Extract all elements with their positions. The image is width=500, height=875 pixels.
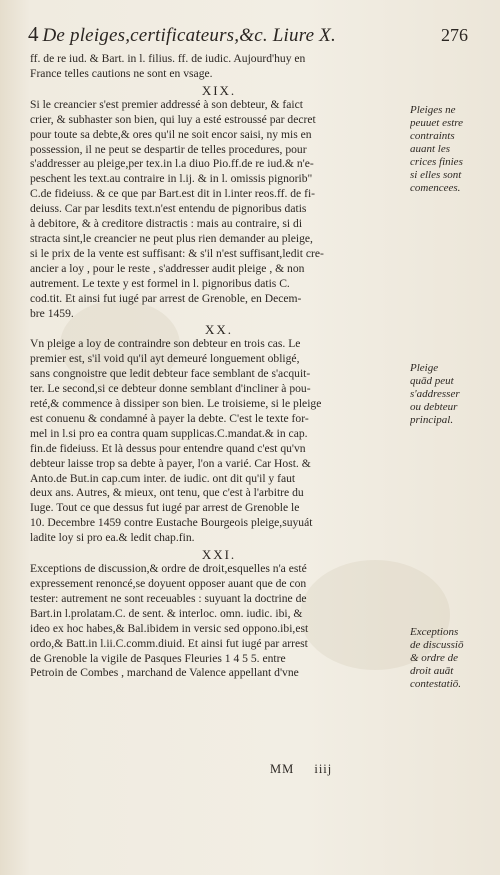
text-line: à debitore, & à creditore distractis : mais au contraire, si di — [30, 217, 303, 231]
marginal-line: Pleiges ne — [410, 104, 456, 116]
text-line: pour toute sa debte,& ores qu'il ne soit encor saisi, ny mis en — [30, 127, 312, 141]
text-line: Exceptions de discussion,& ordre de droit,esquelles n'a esté — [30, 562, 307, 576]
page-number: 4 — [28, 22, 39, 46]
text-line: s'addresser au pleige,per tex.in l.a diuo Pio.ff.de re iud.& n'e- — [30, 157, 314, 171]
signature-number: iiij — [314, 762, 333, 776]
section-paragraph-xx — [30, 337, 408, 546]
marginal-line: contraints — [410, 130, 455, 142]
text-line: est conuenu & condamné à payer la debte. C'est le texte for- — [30, 411, 309, 425]
text-line: C.de fideiuss. & ce que par Bart.est dit in l.inter reos.ff. de fi- — [30, 187, 316, 201]
text-line: Si le creancier s'est premier addressé à son debteur, & faict — [30, 97, 303, 111]
text-line: crier, & subhaster son bien, qui luy a esté estroussé par decret — [30, 112, 316, 126]
marginal-line: droit auāt — [410, 665, 454, 677]
marginal-note-pleiges — [410, 104, 496, 195]
text-line: tester: autrement ne sont receuables : suyuant la doctrine de — [30, 591, 307, 605]
text-line: ancier a loy , pour le reste , s'addresser audit pleige , & non — [30, 261, 305, 275]
text-line: Anto.de But.in cap.cum inter. de iudic. ont dit qu'il y faut — [30, 471, 296, 485]
text-line: fin.de fideiuss. Et là dessus pour entendre quand c'est qu'vn — [30, 441, 306, 455]
running-title: De pleiges,certificateurs,&c. Liure X. — [42, 25, 336, 46]
marginal-note-exceptions — [410, 626, 496, 691]
section-heading-xx: XX. — [204, 322, 234, 338]
text-line: ideo ex hoc habes,& Bal.ibidem in versic sed oppono.ibi,est — [30, 621, 309, 635]
text-line: Bart.in l.prolatam.C. de sent. & interloc. omn. iudic. ibi, & — [30, 606, 303, 620]
text-line: ter. Le second,si ce debteur donne semblant d'incliner à pou- — [30, 382, 311, 396]
page-footer — [270, 762, 348, 777]
text-line: cod.tit. Et ainsi fut iugé par arrest de Grenoble, en Decem- — [30, 291, 302, 305]
text-line: peschent les text.au contraire in l.ij. & in l. omissis pignorib" — [30, 172, 313, 186]
signature-mark: MM — [270, 762, 295, 776]
marginal-line: contestatiō. — [410, 678, 462, 690]
section-paragraph-xxi — [30, 562, 408, 681]
text-line: sans congnoistre que ledit debteur face semblant de s'acquit- — [30, 367, 311, 381]
text-line: ordo,& Batt.in l.ii.C.comm.diuid. Et ainsi fut iugé par arrest — [30, 636, 308, 650]
marginal-line: s'addresser — [410, 388, 460, 400]
text-line: Iuge. Tout ce que dessus fut iugé par arrest de Grenoble le — [30, 501, 300, 515]
section-heading-xix: XIX. — [201, 82, 237, 98]
section-paragraph-xix — [30, 98, 408, 322]
text-line: ff. de re iud. & Bart. in l. filius. ff. de iudic. Aujourd'huy en — [30, 52, 306, 65]
marginal-line: de discussiō — [410, 639, 464, 651]
text-line: de Grenoble la vigile de Pasques Fleuries 1 4 5 5. entre — [30, 651, 286, 665]
text-line: bre 1459. — [30, 306, 74, 320]
text-line: France telles cautions ne sont en vsage. — [30, 66, 213, 80]
marginal-line: Exceptions — [410, 626, 459, 638]
section-heading-xxi: XXI. — [201, 547, 237, 563]
text-line: autrement. Le texte y est formel in l. pignoribus datis C. — [30, 276, 290, 290]
marginal-line: Pleige — [410, 362, 439, 374]
marginal-line: si elles sont — [410, 169, 462, 181]
text-line: debteur laisse trop sa debte à payer, l'on a varié. Car Host. & — [30, 456, 311, 470]
marginal-line: auant les — [410, 143, 451, 155]
marginal-line: quād peut — [410, 375, 454, 387]
folio-number: 276 — [441, 25, 468, 45]
text-line: reté,& commence à dissiper son bien. Le troisieme, si le pleige — [30, 397, 322, 411]
text-line: 10. Decembre 1459 contre Eustache Bourgeois pleige,suyuát — [30, 516, 313, 530]
text-line: possession, il ne peut se despartir de telles procedures, pour — [30, 142, 307, 156]
text-line: mel in l.si pro ea contra quam supplicas.C.mandat.& in cap. — [30, 426, 308, 440]
text-line: ladite loy si pro ea.& ledit chap.fin. — [30, 531, 195, 545]
marginal-line: comencees. — [410, 182, 461, 194]
text-line: si le prix de la vente est suffisant: & s'il n'est suffisant,ledit cre- — [30, 246, 324, 260]
text-line: Vn pleige a loy de contraindre son debteur en trois cas. Le — [30, 337, 301, 351]
marginal-line: principal. — [410, 414, 454, 426]
running-header — [28, 22, 468, 47]
main-text — [30, 52, 408, 681]
marginal-note-pleige-debteur — [410, 362, 496, 427]
text-line: expressement renoncé,se doyuent opposer auant que de con — [30, 577, 307, 590]
text-line: deiuss. Car par lesdits text.n'est entendu de pignoribus datis — [30, 202, 307, 216]
text-line: premier est, s'il void qu'il ayt demeuré longuement obligé, — [30, 352, 300, 366]
text-line: Petroin de Combes , marchand de Valence appellant d'vne — [30, 666, 299, 680]
text-line: deux ans. Autres, & mieux, ont tenu, que c'est à l'arbitre du — [30, 486, 304, 500]
text-line: stracta sint,le creancier ne peut plus rien demander au pleige, — [30, 231, 313, 245]
marginal-line: ou debteur — [410, 401, 458, 413]
marginal-line: & ordre de — [410, 652, 459, 664]
marginal-line: crices finies — [410, 156, 463, 168]
marginal-line: peuuet estre — [410, 117, 464, 129]
opening-paragraph — [30, 52, 408, 82]
